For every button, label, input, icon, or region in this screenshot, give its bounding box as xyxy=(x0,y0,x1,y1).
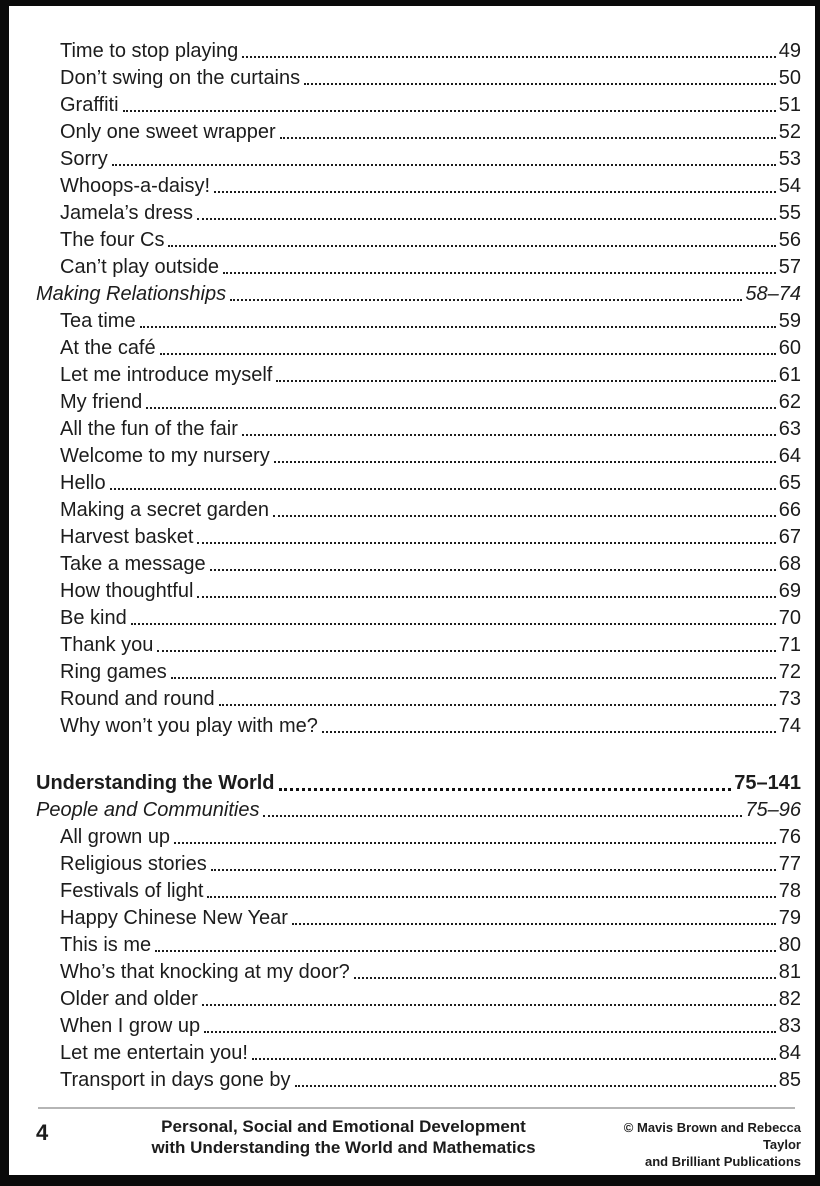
toc-section-row xyxy=(36,770,801,797)
toc-entry-page-number: 59 xyxy=(778,310,801,332)
dotted-leader xyxy=(202,1004,776,1006)
toc-entry-title: Understanding the World xyxy=(36,772,275,794)
toc-entry-row xyxy=(36,200,801,227)
dotted-leader xyxy=(263,815,742,817)
dotted-leader xyxy=(171,677,776,679)
copyright-notice xyxy=(591,1116,801,1170)
toc-entry-page-number: 79 xyxy=(778,907,801,929)
toc-entry-page-number: 77 xyxy=(778,853,801,875)
toc-entry-row xyxy=(36,551,801,578)
toc-entry-title: Transport in days gone by xyxy=(60,1069,291,1091)
dotted-leader xyxy=(146,407,776,409)
toc-entry-title: The four Cs xyxy=(60,229,165,251)
dotted-leader xyxy=(157,650,775,652)
toc-entry-page-number: 69 xyxy=(778,580,801,602)
dotted-leader xyxy=(155,950,776,952)
toc-entry-title: Religious stories xyxy=(60,853,207,875)
toc-entry-page-number: 84 xyxy=(778,1042,801,1064)
toc-entry-page-number: 75–141 xyxy=(734,772,801,794)
toc-entry-title: Let me entertain you! xyxy=(60,1042,248,1064)
toc-entry-title: Tea time xyxy=(60,310,136,332)
toc-entry-title: Who’s that knocking at my door? xyxy=(60,961,350,983)
toc-entry-row xyxy=(36,659,801,686)
dotted-leader xyxy=(214,191,776,193)
toc-entry-title: Making a secret garden xyxy=(60,499,270,521)
toc-entry-title: At the café xyxy=(60,337,156,359)
toc-entry-row xyxy=(36,905,801,932)
dotted-leader xyxy=(112,164,776,166)
toc-entry-page-number: 68 xyxy=(778,553,801,575)
toc-entry-title: Festivals of light xyxy=(60,880,204,902)
toc-entry-title: Hello xyxy=(60,472,106,494)
toc-entry-page-number: 55 xyxy=(778,202,801,224)
toc-entry-row xyxy=(36,632,801,659)
toc-entry-row xyxy=(36,851,801,878)
toc-entry-page-number: 51 xyxy=(778,94,801,116)
toc-entry-title: All grown up xyxy=(60,826,171,848)
toc-entry-page-number: 67 xyxy=(778,526,801,548)
dotted-leader xyxy=(304,83,776,85)
toc-entry-page-number: 75–96 xyxy=(745,799,801,821)
dotted-leader xyxy=(230,299,742,301)
toc-entry-row xyxy=(36,605,801,632)
toc-list xyxy=(36,38,801,1094)
toc-entry-title: Happy Chinese New Year xyxy=(60,907,288,929)
toc-entry-page-number: 71 xyxy=(778,634,801,656)
toc-entry-title: This is me xyxy=(60,934,152,956)
toc-entry-title: My friend xyxy=(60,391,143,413)
toc-entry-row xyxy=(36,686,801,713)
toc-entry-title: Time to stop playing xyxy=(60,40,239,62)
dotted-leader xyxy=(276,380,775,382)
toc-entry-row xyxy=(36,308,801,335)
dotted-leader xyxy=(292,923,776,925)
toc-entry-page-number: 60 xyxy=(778,337,801,359)
toc-entry-row xyxy=(36,578,801,605)
toc-entry-row xyxy=(36,878,801,905)
toc-entry-title: Don’t swing on the curtains xyxy=(60,67,301,89)
toc-entry-title: Sorry xyxy=(60,148,108,170)
toc-entry-row xyxy=(36,1013,801,1040)
dotted-leader xyxy=(295,1085,776,1087)
toc-entry-row xyxy=(36,65,801,92)
toc-entry-page-number: 63 xyxy=(778,418,801,440)
dotted-leader xyxy=(197,542,775,544)
page-number: 4 xyxy=(36,1120,49,1145)
toc-subsection-row xyxy=(36,281,801,308)
toc-entry-title: Thank you xyxy=(60,634,154,656)
toc-entry-page-number: 54 xyxy=(778,175,801,197)
dotted-leader xyxy=(211,869,776,871)
dotted-leader xyxy=(279,788,732,791)
dotted-leader xyxy=(210,569,776,571)
toc-entry-title: Harvest basket xyxy=(60,526,194,548)
toc-entry-row xyxy=(36,497,801,524)
toc-entry-title: All the fun of the fair xyxy=(60,418,238,440)
toc-entry-row xyxy=(36,1040,801,1067)
toc-entry-row xyxy=(36,335,801,362)
toc-entry-title: Can’t play outside xyxy=(60,256,219,278)
copyright-line2: and Brilliant Publications xyxy=(644,1154,801,1169)
toc-entry-page-number: 62 xyxy=(778,391,801,413)
toc-entry-title: Let me introduce myself xyxy=(60,364,273,386)
toc-entry-title: Round and round xyxy=(60,688,215,710)
toc-entry-row xyxy=(36,119,801,146)
toc-entry-page-number: 85 xyxy=(778,1069,801,1091)
book-title-line2: with Understanding the World and Mathematics xyxy=(151,1138,536,1157)
dotted-leader xyxy=(168,245,775,247)
dotted-leader xyxy=(280,137,776,139)
toc-entry-title: Graffiti xyxy=(60,94,119,116)
toc-entry-page-number: 64 xyxy=(778,445,801,467)
toc-entry-row xyxy=(36,824,801,851)
toc-entry-page-number: 73 xyxy=(778,688,801,710)
toc-entry-page-number: 56 xyxy=(778,229,801,251)
dotted-leader xyxy=(242,56,776,58)
toc-entry-title: Older and older xyxy=(60,988,198,1010)
toc-entry-row xyxy=(36,1067,801,1094)
toc-entry-row xyxy=(36,362,801,389)
dotted-leader xyxy=(174,842,776,844)
toc-entry-row xyxy=(36,92,801,119)
footer-divider xyxy=(38,1107,795,1109)
dotted-leader xyxy=(219,704,776,706)
toc-entry-page-number: 61 xyxy=(778,364,801,386)
toc-entry-row xyxy=(36,986,801,1013)
toc-entry-title: When I grow up xyxy=(60,1015,201,1037)
toc-entry-page-number: 50 xyxy=(778,67,801,89)
toc-entry-title: Be kind xyxy=(60,607,127,629)
toc-entry-title: How thoughtful xyxy=(60,580,194,602)
dotted-leader xyxy=(197,596,775,598)
toc-entry-page-number: 83 xyxy=(778,1015,801,1037)
dotted-leader xyxy=(110,488,776,490)
book-title-line1: Personal, Social and Emotional Development xyxy=(161,1117,526,1136)
toc-entry-row xyxy=(36,713,801,740)
toc-entry-title: Why won’t you play with me? xyxy=(60,715,318,737)
toc-entry-row xyxy=(36,443,801,470)
toc-entry-page-number: 65 xyxy=(778,472,801,494)
toc-entry-row xyxy=(36,932,801,959)
dotted-leader xyxy=(140,326,776,328)
toc-entry-title: Take a message xyxy=(60,553,206,575)
toc-entry-page-number: 58–74 xyxy=(745,283,801,305)
toc-entry-row xyxy=(36,389,801,416)
toc-entry-title: Only one sweet wrapper xyxy=(60,121,276,143)
toc-entry-page-number: 81 xyxy=(778,961,801,983)
toc-entry-page-number: 72 xyxy=(778,661,801,683)
toc-entry-row xyxy=(36,416,801,443)
dotted-leader xyxy=(131,623,776,625)
toc-entry-row xyxy=(36,470,801,497)
toc-entry-page-number: 57 xyxy=(778,256,801,278)
dotted-leader xyxy=(273,515,776,517)
toc-entry-row xyxy=(36,146,801,173)
toc-entry-title: People and Communities xyxy=(36,799,260,821)
toc-entry-page-number: 82 xyxy=(778,988,801,1010)
dotted-leader xyxy=(207,896,775,898)
dotted-leader xyxy=(204,1031,776,1033)
toc-entry-title: Making Relationships xyxy=(36,283,227,305)
toc-entry-page-number: 76 xyxy=(778,826,801,848)
dotted-leader xyxy=(354,977,776,979)
toc-entry-page-number: 80 xyxy=(778,934,801,956)
dotted-leader xyxy=(223,272,776,274)
toc-subsection-row xyxy=(36,797,801,824)
book-page xyxy=(9,6,815,1175)
toc-entry-page-number: 49 xyxy=(778,40,801,62)
toc-entry-page-number: 66 xyxy=(778,499,801,521)
toc-entry-title: Whoops-a-daisy! xyxy=(60,175,211,197)
toc-entry-row xyxy=(36,959,801,986)
page-footer xyxy=(36,1107,801,1170)
dotted-leader xyxy=(123,110,776,112)
toc-entry-title: Welcome to my nursery xyxy=(60,445,270,467)
dotted-leader xyxy=(252,1058,776,1060)
toc-entry-page-number: 78 xyxy=(778,880,801,902)
dotted-leader xyxy=(197,218,776,220)
toc-entry-row xyxy=(36,227,801,254)
book-title xyxy=(96,1116,591,1158)
toc-entry-row xyxy=(36,173,801,200)
dotted-leader xyxy=(242,434,776,436)
dotted-leader xyxy=(274,461,776,463)
dotted-leader xyxy=(322,731,776,733)
toc-entry-page-number: 70 xyxy=(778,607,801,629)
toc-entry-title: Ring games xyxy=(60,661,167,683)
toc-entry-page-number: 74 xyxy=(778,715,801,737)
dotted-leader xyxy=(160,353,776,355)
toc-entry-row xyxy=(36,524,801,551)
toc-entry-row xyxy=(36,38,801,65)
toc-entry-page-number: 52 xyxy=(778,121,801,143)
footer-content xyxy=(36,1116,801,1170)
copyright-line1: © Mavis Brown and Rebecca Taylor xyxy=(623,1120,801,1152)
toc-entry-title: Jamela’s dress xyxy=(60,202,194,224)
toc-entry-page-number: 53 xyxy=(778,148,801,170)
toc-entry-row xyxy=(36,254,801,281)
